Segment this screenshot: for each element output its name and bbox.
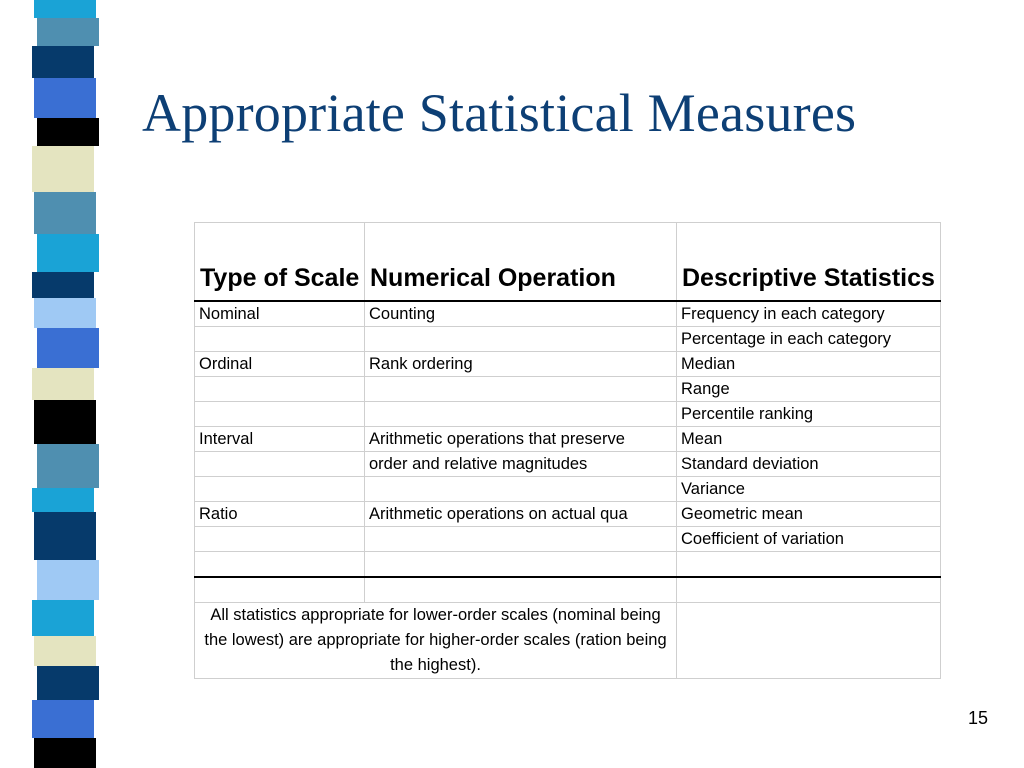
strip-block bbox=[32, 700, 94, 738]
table-cell bbox=[195, 327, 365, 352]
decorative-strip bbox=[0, 0, 120, 768]
table-cell: Standard deviation bbox=[677, 452, 941, 477]
table-row bbox=[195, 301, 941, 327]
strip-block bbox=[32, 600, 94, 636]
table-cell bbox=[195, 452, 365, 477]
table-cell bbox=[195, 527, 365, 552]
strip-block bbox=[32, 488, 94, 512]
table-cell bbox=[365, 527, 677, 552]
strip-block bbox=[34, 78, 96, 118]
table-row bbox=[195, 427, 941, 452]
footnote-row bbox=[195, 603, 941, 679]
table-row bbox=[195, 527, 941, 552]
slide-title: Appropriate Statistical Measures bbox=[142, 83, 857, 143]
strip-block bbox=[37, 444, 99, 488]
table-row bbox=[195, 377, 941, 402]
strip-block bbox=[34, 400, 96, 444]
table-row bbox=[195, 502, 941, 527]
table-cell: Geometric mean bbox=[677, 502, 941, 527]
table-cell bbox=[677, 577, 941, 603]
table-cell bbox=[195, 377, 365, 402]
strip-block bbox=[34, 738, 96, 768]
header-numerical-operation: Numerical Operation bbox=[365, 223, 677, 302]
table-cell: Rank ordering bbox=[365, 352, 677, 377]
strip-block bbox=[32, 272, 94, 298]
table-cell: Median bbox=[677, 352, 941, 377]
strip-block bbox=[37, 234, 99, 272]
strip-block bbox=[34, 0, 96, 18]
table-cell bbox=[195, 477, 365, 502]
table-cell bbox=[195, 402, 365, 427]
page-number: 15 bbox=[967, 708, 988, 728]
table-cell bbox=[677, 603, 941, 679]
strip-block bbox=[34, 192, 96, 234]
strip-block bbox=[37, 118, 99, 146]
table-row bbox=[195, 577, 941, 603]
strip-block bbox=[32, 46, 94, 78]
table-cell: Ratio bbox=[195, 502, 365, 527]
table-header-row bbox=[195, 223, 941, 302]
statistics-table bbox=[194, 222, 941, 679]
table-cell bbox=[677, 552, 941, 578]
table-cell: Ordinal bbox=[195, 352, 365, 377]
strip-block bbox=[32, 368, 94, 400]
strip-block bbox=[37, 328, 99, 368]
table-cell: Coefficient of variation bbox=[677, 527, 941, 552]
header-descriptive-statistics: Descriptive Statistics bbox=[677, 223, 941, 302]
strip-column bbox=[34, 0, 96, 768]
table-row bbox=[195, 327, 941, 352]
table-cell bbox=[195, 552, 365, 578]
table-row bbox=[195, 352, 941, 377]
table-row bbox=[195, 452, 941, 477]
header-type-of-scale: Type of Scale bbox=[195, 223, 365, 302]
table-cell: Percentile ranking bbox=[677, 402, 941, 427]
table-cell: Frequency in each category bbox=[677, 301, 941, 327]
strip-block bbox=[37, 18, 99, 46]
table-row bbox=[195, 477, 941, 502]
table-row bbox=[195, 552, 941, 578]
strip-block bbox=[37, 666, 99, 700]
table-cell bbox=[365, 477, 677, 502]
table-cell: Percentage in each category bbox=[677, 327, 941, 352]
table-cell bbox=[365, 327, 677, 352]
table-cell: Mean bbox=[677, 427, 941, 452]
table-cell: Arithmetic operations on actual qua bbox=[365, 502, 677, 527]
table-cell: Nominal bbox=[195, 301, 365, 327]
table-cell bbox=[365, 377, 677, 402]
table-cell: order and relative magnitudes bbox=[365, 452, 677, 477]
table-cell bbox=[365, 552, 677, 578]
strip-block bbox=[32, 146, 94, 192]
table-cell bbox=[365, 577, 677, 603]
table-cell: Counting bbox=[365, 301, 677, 327]
table-cell: Arithmetic operations that preserve bbox=[365, 427, 677, 452]
strip-block bbox=[34, 298, 96, 328]
table-cell bbox=[195, 577, 365, 603]
table-footnote: All statistics appropriate for lower-order scales (nominal being the lowest) are appropriate for higher-order scales (ration being the highest). bbox=[195, 603, 677, 679]
table-cell: Interval bbox=[195, 427, 365, 452]
strip-block bbox=[34, 512, 96, 560]
table-row bbox=[195, 402, 941, 427]
strip-block bbox=[34, 636, 96, 666]
table-cell: Variance bbox=[677, 477, 941, 502]
table-cell bbox=[365, 402, 677, 427]
table-cell: Range bbox=[677, 377, 941, 402]
strip-block bbox=[37, 560, 99, 600]
